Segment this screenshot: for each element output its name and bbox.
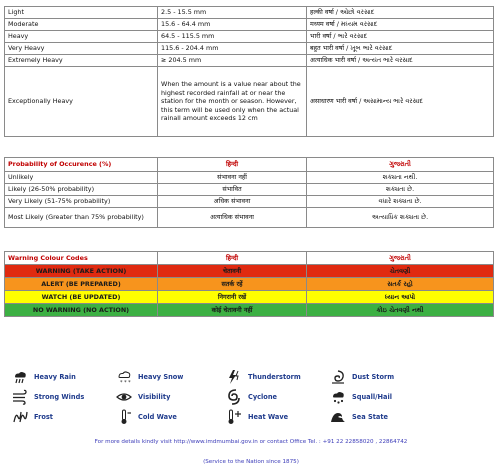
rain-local-terms: अत्याधिक भारी वर्षा / અત્યંત ભારે વરસાદ [307, 55, 494, 67]
table-header-row [5, 158, 494, 172]
table-row [5, 31, 494, 43]
cyclone-icon [226, 389, 242, 405]
probability-hindi: अत्याधिक संभावना [158, 208, 307, 228]
warning-label: WATCH (BE UPDATED) [5, 291, 158, 304]
warning-rows [5, 252, 494, 317]
warning-label: WARNING (TAKE ACTION) [5, 265, 158, 278]
rain-range: When the amount is a value near about the highest recorded rainfall at or near the station for the month or season. However, this term will be used only when the actual rainall amount exceeds 12 cm [158, 67, 307, 137]
probability-table [4, 157, 494, 228]
probability-hindi: संभावित [158, 184, 307, 196]
legend-item-dust-storm [330, 369, 394, 385]
legend-label: Cold Wave [138, 413, 177, 421]
probability-gujarati: શક્યતા નથી. [307, 172, 494, 184]
table-row [5, 184, 494, 196]
rainfall-rows [5, 7, 494, 137]
legend-item-thunderstorm [226, 369, 301, 385]
gujarati-header: ગુજરાતી [307, 158, 494, 172]
warning-label: NO WARNING (NO ACTION) [5, 304, 158, 317]
probability-label: Unlikely [5, 172, 158, 184]
probability-header: Probability of Occurence (%) [5, 158, 158, 172]
rain-range: 115.6 - 204.4 mm [158, 43, 307, 55]
legend-label: Sea State [352, 413, 388, 421]
rain-range: 64.5 - 115.5 mm [158, 31, 307, 43]
heavy-snow-icon [116, 369, 132, 385]
rain-local-terms: असाधारण भारी वर्षा / અસામાન્ય ભારે વરસાદ [307, 67, 494, 137]
rain-range: 15.6 - 64.4 mm [158, 19, 307, 31]
heat-wave-icon [226, 409, 242, 425]
rain-category: Heavy [5, 31, 158, 43]
probability-label: Most Likely (Greater than 75% probability) [5, 208, 158, 228]
legend-label: Strong Winds [34, 393, 85, 401]
legend-item-cyclone [226, 389, 277, 405]
legend-label: Cyclone [248, 393, 278, 401]
rain-category: Exceptionally Heavy [5, 67, 158, 137]
legend-item-sea-state [330, 409, 388, 425]
table-row [5, 172, 494, 184]
table-header-row [5, 252, 494, 265]
rain-local-terms: बहुत भारी वर्षा / ખૂબ ભારે વરસાદ [307, 43, 494, 55]
warning-hindi: निगरानी रखें [158, 291, 307, 304]
rainfall-intensity-table [4, 6, 494, 137]
footer-contact: For more details kindly visit http://www.imdmumbai.gov.in or contact Office Tel. : +91 22 22858020 , 22864742 [94, 439, 408, 445]
warning-hindi: कोई चेतावनी नहीं [158, 304, 307, 317]
warning-header: Warning Colour Codes [5, 252, 158, 265]
rain-range: ≥ 204.5 mm [158, 55, 307, 67]
table-row [5, 196, 494, 208]
rain-range: 2.5 - 15.5 mm [158, 7, 307, 19]
probability-hindi: संभावना नहीं [158, 172, 307, 184]
strong-winds-icon [12, 389, 28, 405]
probability-hindi: अधिक संभावना [158, 196, 307, 208]
legend-label: Thunderstorm [248, 373, 301, 381]
legend-item-squall-hail [330, 389, 392, 405]
warning-gujarati: ચેતવણી [307, 265, 494, 278]
rain-category: Extremely Heavy [5, 55, 158, 67]
warning-label: ALERT (BE PREPARED) [5, 278, 158, 291]
warning-row-orange [5, 278, 494, 291]
squall-hail-icon [330, 389, 346, 405]
legend-label: Heat Wave [248, 413, 289, 421]
rain-local-terms: मध्यम वर्षा / મધ્યમ વરસાદ [307, 19, 494, 31]
dust-storm-icon [330, 369, 346, 385]
table-row [5, 19, 494, 31]
cold-wave-icon [116, 409, 132, 425]
hazard-legend [0, 365, 502, 427]
heavy-rain-icon [12, 369, 28, 385]
legend-item-heavy-rain [12, 369, 76, 385]
warning-gujarati: ધ્યાન આપો [307, 291, 494, 304]
thunderstorm-icon [226, 369, 242, 385]
table-row [5, 208, 494, 228]
legend-item-visibility [116, 389, 170, 405]
svg-text:* * *: * * * [120, 380, 131, 385]
probability-rows [5, 158, 494, 228]
probability-label: Very Likely (51-75% probability) [5, 196, 158, 208]
probability-gujarati: શક્યતા છે. [307, 184, 494, 196]
warning-row-green [5, 304, 494, 317]
legend-item-heat-wave [226, 409, 288, 425]
legend-label: Frost [34, 413, 53, 421]
legend-item-heavy-snow [116, 369, 183, 385]
footer-motto: (Service to the Nation since 1875) [203, 459, 299, 465]
probability-gujarati: અત્યાધિક શક્યતા છે. [307, 208, 494, 228]
legend-label: Heavy Rain [34, 373, 76, 381]
frost-icon [12, 409, 28, 425]
warning-hindi: सतर्क रहें [158, 278, 307, 291]
legend-item-strong-winds [12, 389, 84, 405]
rain-category: Moderate [5, 19, 158, 31]
hindi-header: हिन्दी [158, 158, 307, 172]
legend-label: Squall/Hail [352, 393, 393, 401]
gujarati-header: ગુજરાતી [307, 252, 494, 265]
legend-item-frost [12, 409, 53, 425]
probability-gujarati: વધારે શક્યતા છે. [307, 196, 494, 208]
table-row [5, 7, 494, 19]
rain-category: Very Heavy [5, 43, 158, 55]
table-row [5, 67, 494, 137]
warning-colour-codes-table [4, 251, 494, 317]
warning-gujarati: સતર્ક રહો [307, 278, 494, 291]
sea-state-icon [330, 409, 346, 425]
hindi-header: हिन्दी [158, 252, 307, 265]
warning-gujarati: કોઇ ચેતવણી નથી [307, 304, 494, 317]
legend-label: Heavy Snow [138, 373, 184, 381]
probability-label: Likely (26-50% probability) [5, 184, 158, 196]
legend-item-cold-wave [116, 409, 177, 425]
warning-row-yellow [5, 291, 494, 304]
rain-local-terms: हल्की वर्षा / ઓછો વરસાદ [307, 7, 494, 19]
visibility-icon [116, 389, 132, 405]
rain-local-terms: भारी वर्षा / ભારે વરસાદ [307, 31, 494, 43]
legend-label: Dust Storm [352, 373, 395, 381]
table-row [5, 43, 494, 55]
table-row [5, 55, 494, 67]
rain-category: Light [5, 7, 158, 19]
legend-label: Visibility [138, 393, 171, 401]
warning-row-red [5, 265, 494, 278]
warning-hindi: चेतावनी [158, 265, 307, 278]
